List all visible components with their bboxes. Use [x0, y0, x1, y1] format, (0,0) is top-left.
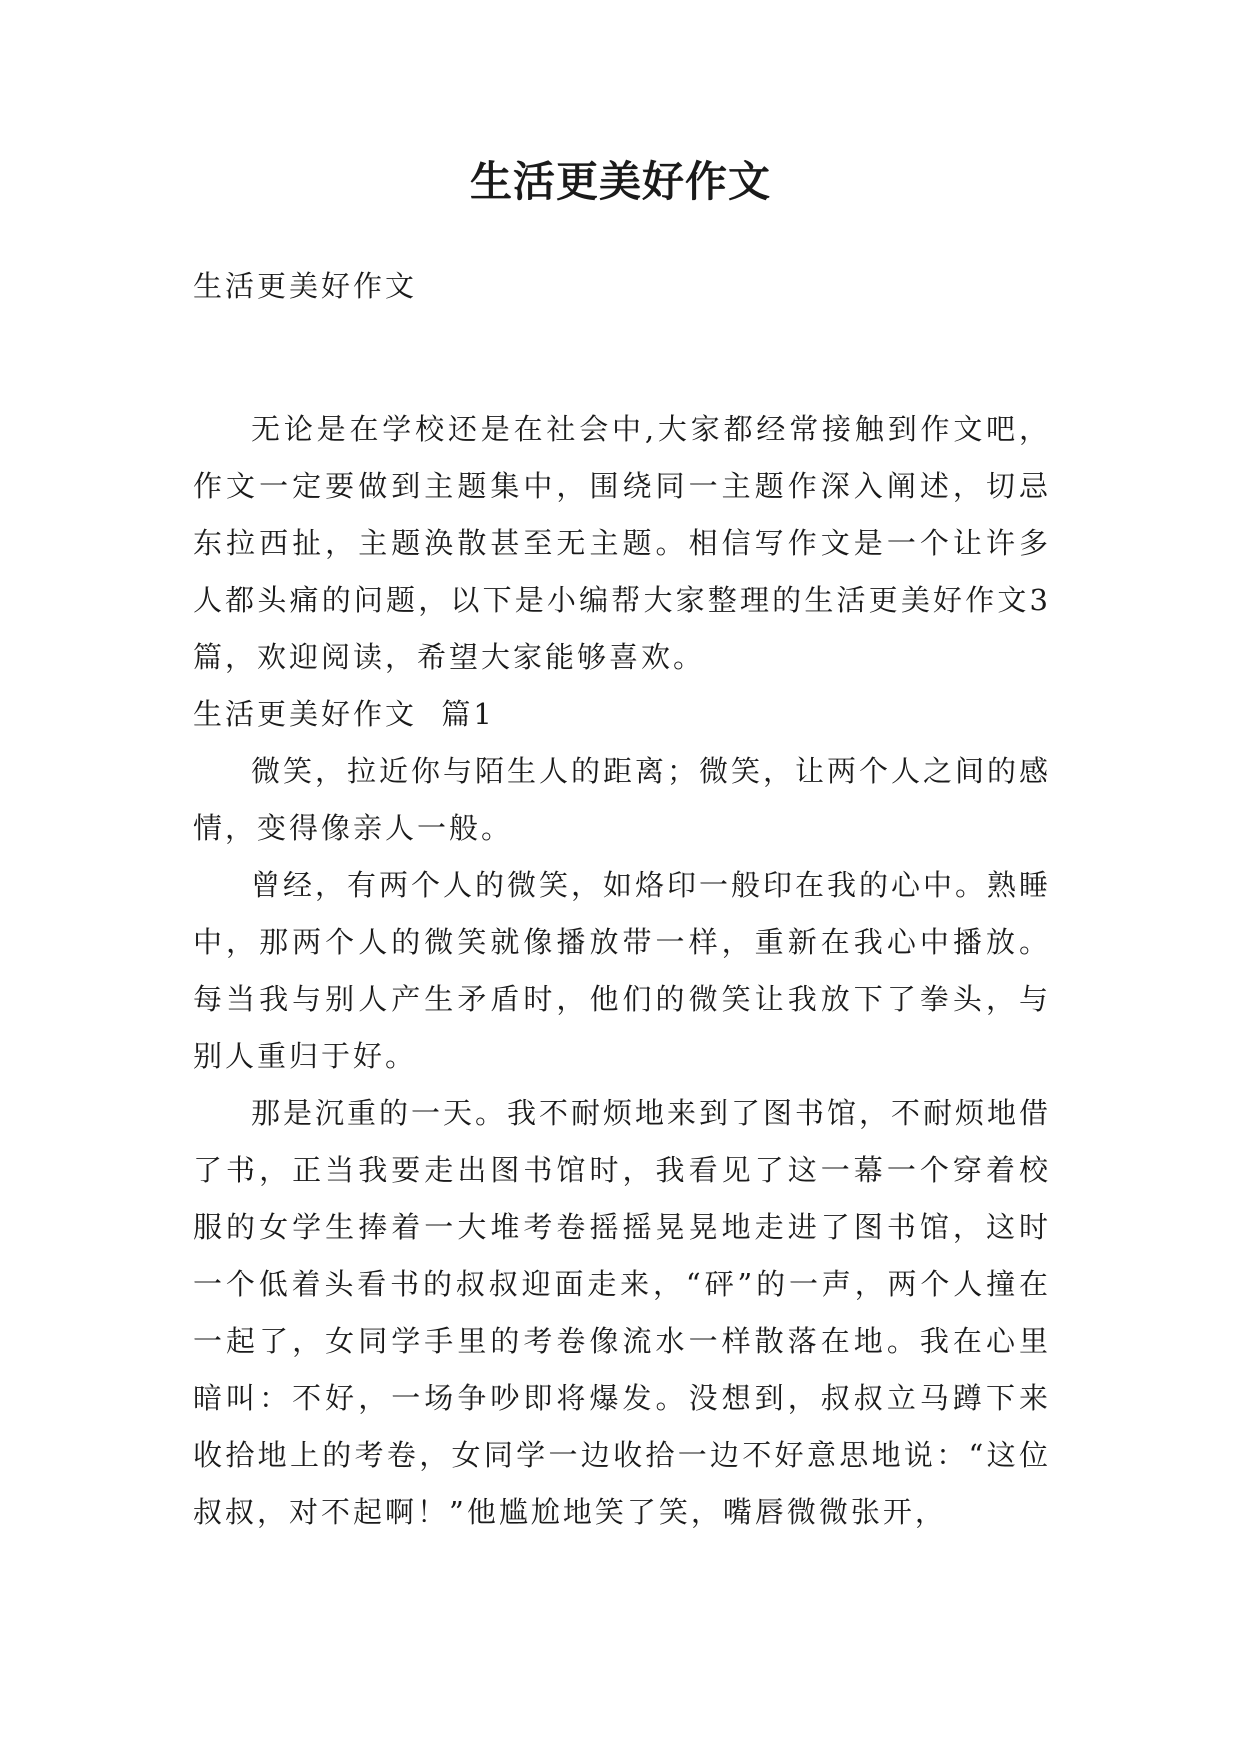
body-paragraph-3: 那是沉重的一天。我不耐烦地来到了图书馆，不耐烦地借了书，正当我要走出图书馆时，我看见了这一幕一个穿着校服的女学生捧着一大堆考卷摇摇晃晃地走进了图书馆，这时一个低着头看书的叔叔迎面走来，“砰”的一声，两个人撞在一起了，女同学手里的考卷像流水一样散落在地。我在心里暗叫：不好，一场争吵即将爆发。没想到，叔叔立马蹲下来收拾地上的考卷，女同学一边收拾一边不好意思地说：“这位叔叔，对不起啊！”他尴尬地笑了笑，嘴唇微微张开， [193, 1096, 1052, 1529]
document-title: 生活更美好作文 [469, 157, 771, 206]
document-subtitle: 生活更美好作文 [193, 269, 418, 303]
body-paragraph-1: 微笑，拉近你与陌生人的距离；微笑，让两个人之间的感情，变得像亲人一般。 [193, 754, 1052, 845]
section-heading: 生活更美好作文 篇1 [193, 697, 495, 731]
document-body [193, 258, 1051, 1541]
body-paragraph-2: 曾经，有两个人的微笑，如烙印一般印在我的心中。熟睡中，那两个人的微笑就像播放带一样，重新在我心中播放。每当我与别人产生矛盾时，他们的微笑让我放下了拳头，与别人重归于好。 [193, 868, 1052, 1073]
intro-paragraph: 无论是在学校还是在社会中,大家都经常接触到作文吧，作文一定要做到主题集中，围绕同一主题作深入阐述，切忌东拉西扯，主题涣散甚至无主题。相信写作文是一个让许多人都头痛的问题，以下是小编帮大家整理的生活更美好作文3篇，欢迎阅读，希望大家能够喜欢。 [193, 412, 1051, 674]
